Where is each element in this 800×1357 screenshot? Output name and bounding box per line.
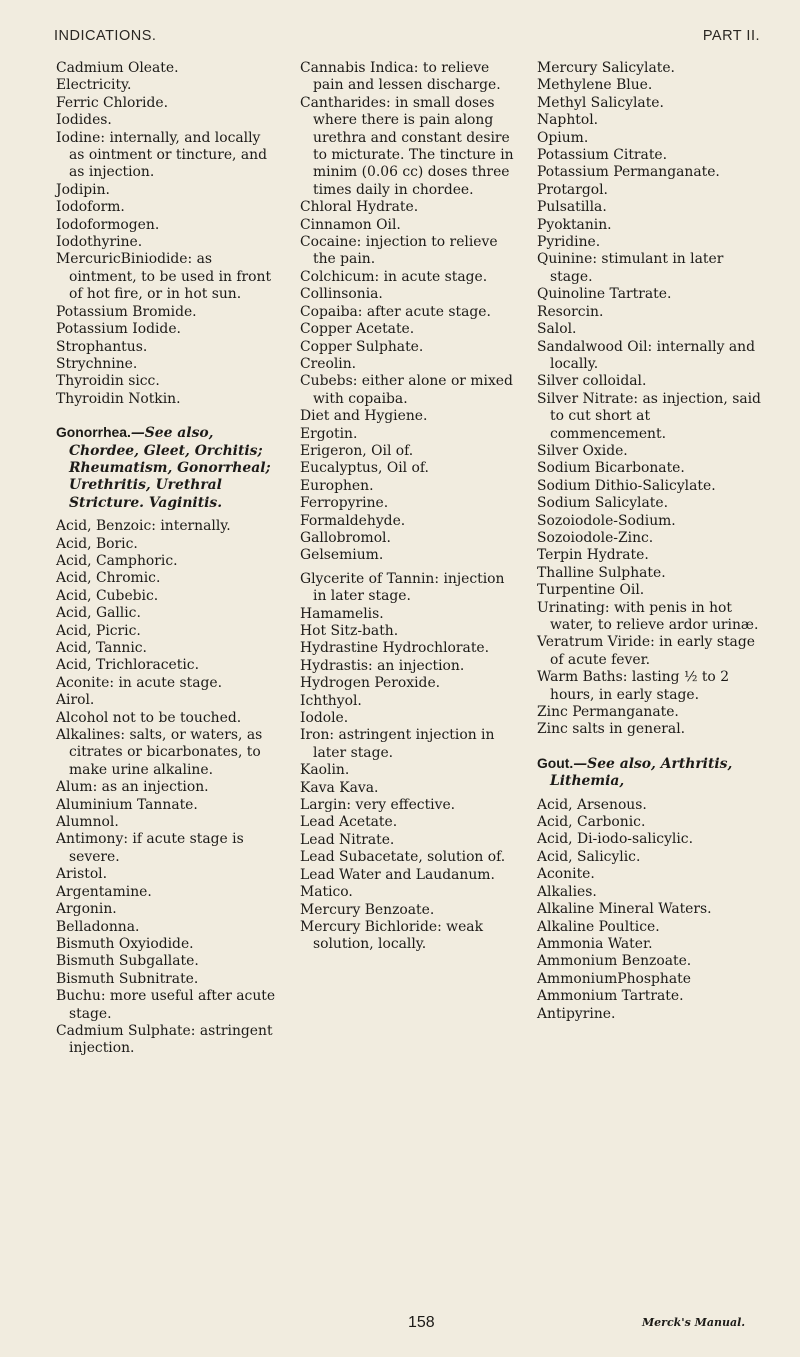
index-entry: Lead Acetate. xyxy=(300,814,398,831)
page-number: 158 xyxy=(408,1314,435,1331)
index-entry: Bismuth Subgallate. xyxy=(56,953,199,970)
index-entry: Acid, Tannic. xyxy=(56,640,147,656)
index-entry: Hydrastine Hydrochlorate. xyxy=(300,640,490,657)
index-entry: Thalline Sulphate. xyxy=(537,564,666,581)
index-entry: Potassium Iodide. xyxy=(56,321,181,338)
index-entry: Potassium Citrate. xyxy=(537,147,668,164)
column-2 xyxy=(300,60,515,954)
index-entry: Largin: very effective. xyxy=(300,797,456,814)
index-entry: Pyoktanin. xyxy=(537,216,612,233)
index-entry: Aconite: in acute stage. xyxy=(56,674,223,691)
index-entry: Formaldehyde. xyxy=(300,512,406,529)
index-entry: Glycerite of Tannin: injection in later stage. xyxy=(300,570,505,605)
index-entry: Chloral Hydrate. xyxy=(300,199,419,216)
index-entry: Gallobromol. xyxy=(300,529,391,546)
index-entry: Diet and Hygiene. xyxy=(300,408,428,425)
index-entry: Acid, Di-iodo-salicylic. xyxy=(537,831,694,848)
index-entry: Acid, Carbonic. xyxy=(537,814,646,831)
entry-list xyxy=(537,797,767,1023)
entry-list xyxy=(56,518,276,1058)
index-entry: Acid, Gallic. xyxy=(56,605,141,622)
index-entry: Quinine: stimulant in later stage. xyxy=(537,251,724,285)
index-entry: Turpentine Oil. xyxy=(537,582,645,599)
index-entry: Pyridine. xyxy=(537,234,601,251)
index-entry: Terpin Hydrate. xyxy=(537,547,649,564)
index-entry: Antipyrine. xyxy=(537,1005,616,1022)
index-entry: Acid, Salicylic. xyxy=(537,848,641,865)
see-also-reference: —See also, Arthritis, Lithemia, xyxy=(550,755,733,790)
index-entry: Potassium Bromide. xyxy=(56,303,197,320)
index-entry: Acid, Boric. xyxy=(56,535,138,552)
index-entry: Silver Nitrate: as injection, said to cut short at commencement. xyxy=(537,390,761,442)
index-entry: Copper Sulphate. xyxy=(300,338,424,355)
index-entry: Alkaline Mineral Waters. xyxy=(537,901,712,918)
index-entry: Naphtol. xyxy=(537,112,599,129)
index-entry: Strophantus. xyxy=(56,338,148,355)
index-entry: Zinc Permanganate. xyxy=(537,704,679,721)
index-entry: Matico. xyxy=(300,884,353,901)
index-entry: Iodoformogen. xyxy=(56,216,160,233)
index-entry: Alumnol. xyxy=(56,814,119,831)
index-entry: Alcohol not to be touched. xyxy=(56,709,242,726)
index-entry: Cadmium Oleate. xyxy=(56,60,179,76)
index-entry: Europhen. xyxy=(300,477,374,494)
index-entry: Iodoform. xyxy=(56,199,125,216)
index-entry: AmmoniumPhosphate xyxy=(537,970,691,987)
index-entry: Aristol. xyxy=(56,866,108,883)
index-entry: Acid, Arsenous. xyxy=(537,796,647,813)
index-entry: Bismuth Subnitrate. xyxy=(56,970,199,987)
index-entry: Creolin. xyxy=(300,355,357,372)
gonorrhea-heading xyxy=(56,424,276,512)
see-also-reference: —See also, Chordee, Gleet, Orchitis; Rheumatism, Gonorrheal; Urethritis, Urethral Stricture. Vaginitis. xyxy=(69,425,271,511)
index-entry: Cinnamon Oil. xyxy=(300,216,401,233)
index-entry: Gelsemium. xyxy=(300,547,384,564)
index-entry: Electricity. xyxy=(56,77,132,94)
index-entry: Alum: as an injection. xyxy=(56,779,209,796)
index-entry: Sozoiodole-Sodium. xyxy=(537,512,676,529)
index-entry: Cubebs: either alone or mixed with copaiba. xyxy=(300,373,513,407)
index-entry: Colchicum: in acute stage. xyxy=(300,268,488,285)
index-entry: Iron: astringent injection in later stage. xyxy=(300,727,495,761)
entry-list xyxy=(56,60,276,408)
index-entry: Cantharides: in small doses where there is pain along urethra and constant desire to micturate. The tincture in minim (0.06 cc) doses three times daily in chordee. xyxy=(300,94,514,198)
index-entry: Cadmium Sulphate: astringent injection. xyxy=(56,1022,273,1057)
index-entry: Protargol. xyxy=(537,181,608,198)
index-entry: Belladonna. xyxy=(56,918,140,935)
index-entry: Ichthyol. xyxy=(300,692,362,709)
index-entry: Kava Kava. xyxy=(300,779,379,796)
index-entry: Cannabis Indica: to relieve pain and lessen discharge. xyxy=(300,60,501,94)
index-entry: Bismuth Oxyiodide. xyxy=(56,935,194,952)
index-entry: Thyroidin Notkin. xyxy=(56,390,181,407)
index-entry: Buchu: more useful after acute stage. xyxy=(56,988,276,1022)
index-entry: Ergotin. xyxy=(300,425,358,442)
index-entry: Sodium Salicylate. xyxy=(537,495,668,512)
index-entry: Lead Subacetate, solution of. xyxy=(300,849,506,866)
index-entry: Copper Acetate. xyxy=(300,321,415,338)
index-entry: Methyl Salicylate. xyxy=(537,94,664,111)
index-entry: Silver Oxide. xyxy=(537,442,628,459)
index-entry: Hydrogen Peroxide. xyxy=(300,675,441,692)
index-entry: Ferropyrine. xyxy=(300,495,389,512)
publisher-imprint: Merck's Manual. xyxy=(642,1316,746,1329)
heading-main: Gonorrhea. xyxy=(56,424,131,441)
index-entry: Ammonia Water. xyxy=(537,935,653,952)
index-entry: Resorcin. xyxy=(537,303,604,320)
index-entry: Alkalies. xyxy=(537,883,597,900)
index-entry: Strychnine. xyxy=(56,355,138,372)
index-entry: Alkalines: salts, or waters, as citrates or bicarbonates, to make urine alkaline. xyxy=(56,727,263,778)
column-3 xyxy=(537,60,767,1023)
index-entry: Acid, Picric. xyxy=(56,622,141,639)
index-entry: Lead Water and Laudanum. xyxy=(300,866,495,883)
index-entry: Acid, Benzoic: internally. xyxy=(56,518,231,535)
index-entry: Erigeron, Oil of. xyxy=(300,442,414,459)
index-entry: Zinc salts in general. xyxy=(537,721,686,738)
index-entry: Aconite. xyxy=(537,866,595,883)
index-entry: Copaiba: after acute stage. xyxy=(300,303,491,320)
index-entry: Iodothyrine. xyxy=(56,234,143,251)
index-entry: Ammonium Tartrate. xyxy=(537,988,684,1005)
index-entry: Warm Baths: lasting ½ to 2 hours, in early stage. xyxy=(537,669,730,703)
index-entry: Sodium Dithio-Salicylate. xyxy=(537,477,716,494)
index-entry: Salol. xyxy=(537,321,577,338)
index-entry: Alkaline Poultice. xyxy=(537,918,660,935)
index-entry: Silver colloidal. xyxy=(537,373,647,390)
index-entry: Potassium Permanganate. xyxy=(537,164,720,181)
index-entry: Iodine: internally, and locally as ointment or tincture, and as injection. xyxy=(56,129,268,181)
index-entry: Antimony: if acute stage is severe. xyxy=(56,831,244,865)
index-entry: Methylene Blue. xyxy=(537,77,653,94)
index-entry: Iodole. xyxy=(300,710,349,727)
index-entry: Pulsatilla. xyxy=(537,199,607,216)
index-entry: Argonin. xyxy=(56,901,117,918)
gout-heading xyxy=(537,755,767,791)
index-entry: Quinoline Tartrate. xyxy=(537,286,672,303)
index-entry: Veratrum Viride: in early stage of acute fever. xyxy=(537,634,755,668)
index-entry: Aluminium Tannate. xyxy=(56,796,198,813)
index-entry: MercuricBiniodide: as ointment, to be used in front of hot fire, or in hot sun. xyxy=(56,251,272,303)
index-entry: Jodipin. xyxy=(56,181,110,198)
index-entry: Ferric Chloride. xyxy=(56,94,169,111)
heading-main: Gout. xyxy=(537,754,574,771)
index-entry: Acid, Camphoric. xyxy=(56,552,178,569)
index-entry: Acid, Cubebic. xyxy=(56,587,159,604)
index-entry: Thyroidin sicc. xyxy=(56,373,160,390)
index-entry: Hydrastis: an injection. xyxy=(300,657,465,674)
index-entry: Mercury Bichloride: weak solution, locally. xyxy=(300,918,483,953)
index-entry: Argentamine. xyxy=(56,883,152,900)
index-entry: Urinating: with penis in hot water, to relieve ardor urinæ. xyxy=(537,599,759,633)
index-entry: Lead Nitrate. xyxy=(300,831,395,848)
index-entry: Sozoiodole-Zinc. xyxy=(537,529,654,546)
index-entry: Acid, Trichloracetic. xyxy=(56,657,199,674)
index-entry: Mercury Benzoate. xyxy=(300,901,435,918)
index-entry: Mercury Salicylate. xyxy=(537,60,675,76)
entry-list xyxy=(300,571,515,954)
index-entry: Acid, Chromic. xyxy=(56,570,161,587)
index-entry: Cocaine: injection to relieve the pain. xyxy=(300,234,498,268)
entry-list xyxy=(300,60,515,565)
index-entry: Iodides. xyxy=(56,112,112,129)
index-entry: Hot Sitz-bath. xyxy=(300,623,399,639)
entry-list xyxy=(537,60,767,739)
column-1 xyxy=(56,60,276,1058)
index-entry: Eucalyptus, Oil of. xyxy=(300,460,429,477)
index-entry: Ammonium Benzoate. xyxy=(537,953,692,970)
index-entry: Hamamelis. xyxy=(300,605,384,622)
index-entry: Kaolin. xyxy=(300,762,350,779)
part-label: PART II. xyxy=(702,28,760,44)
index-entry: Sodium Bicarbonate. xyxy=(537,460,685,477)
index-entry: Airol. xyxy=(56,692,95,709)
section-title: INDICATIONS. xyxy=(54,28,157,44)
index-entry: Sandalwood Oil: internally and locally. xyxy=(537,338,755,372)
index-entry: Collinsonia. xyxy=(300,286,383,303)
index-entry: Opium. xyxy=(537,129,589,146)
